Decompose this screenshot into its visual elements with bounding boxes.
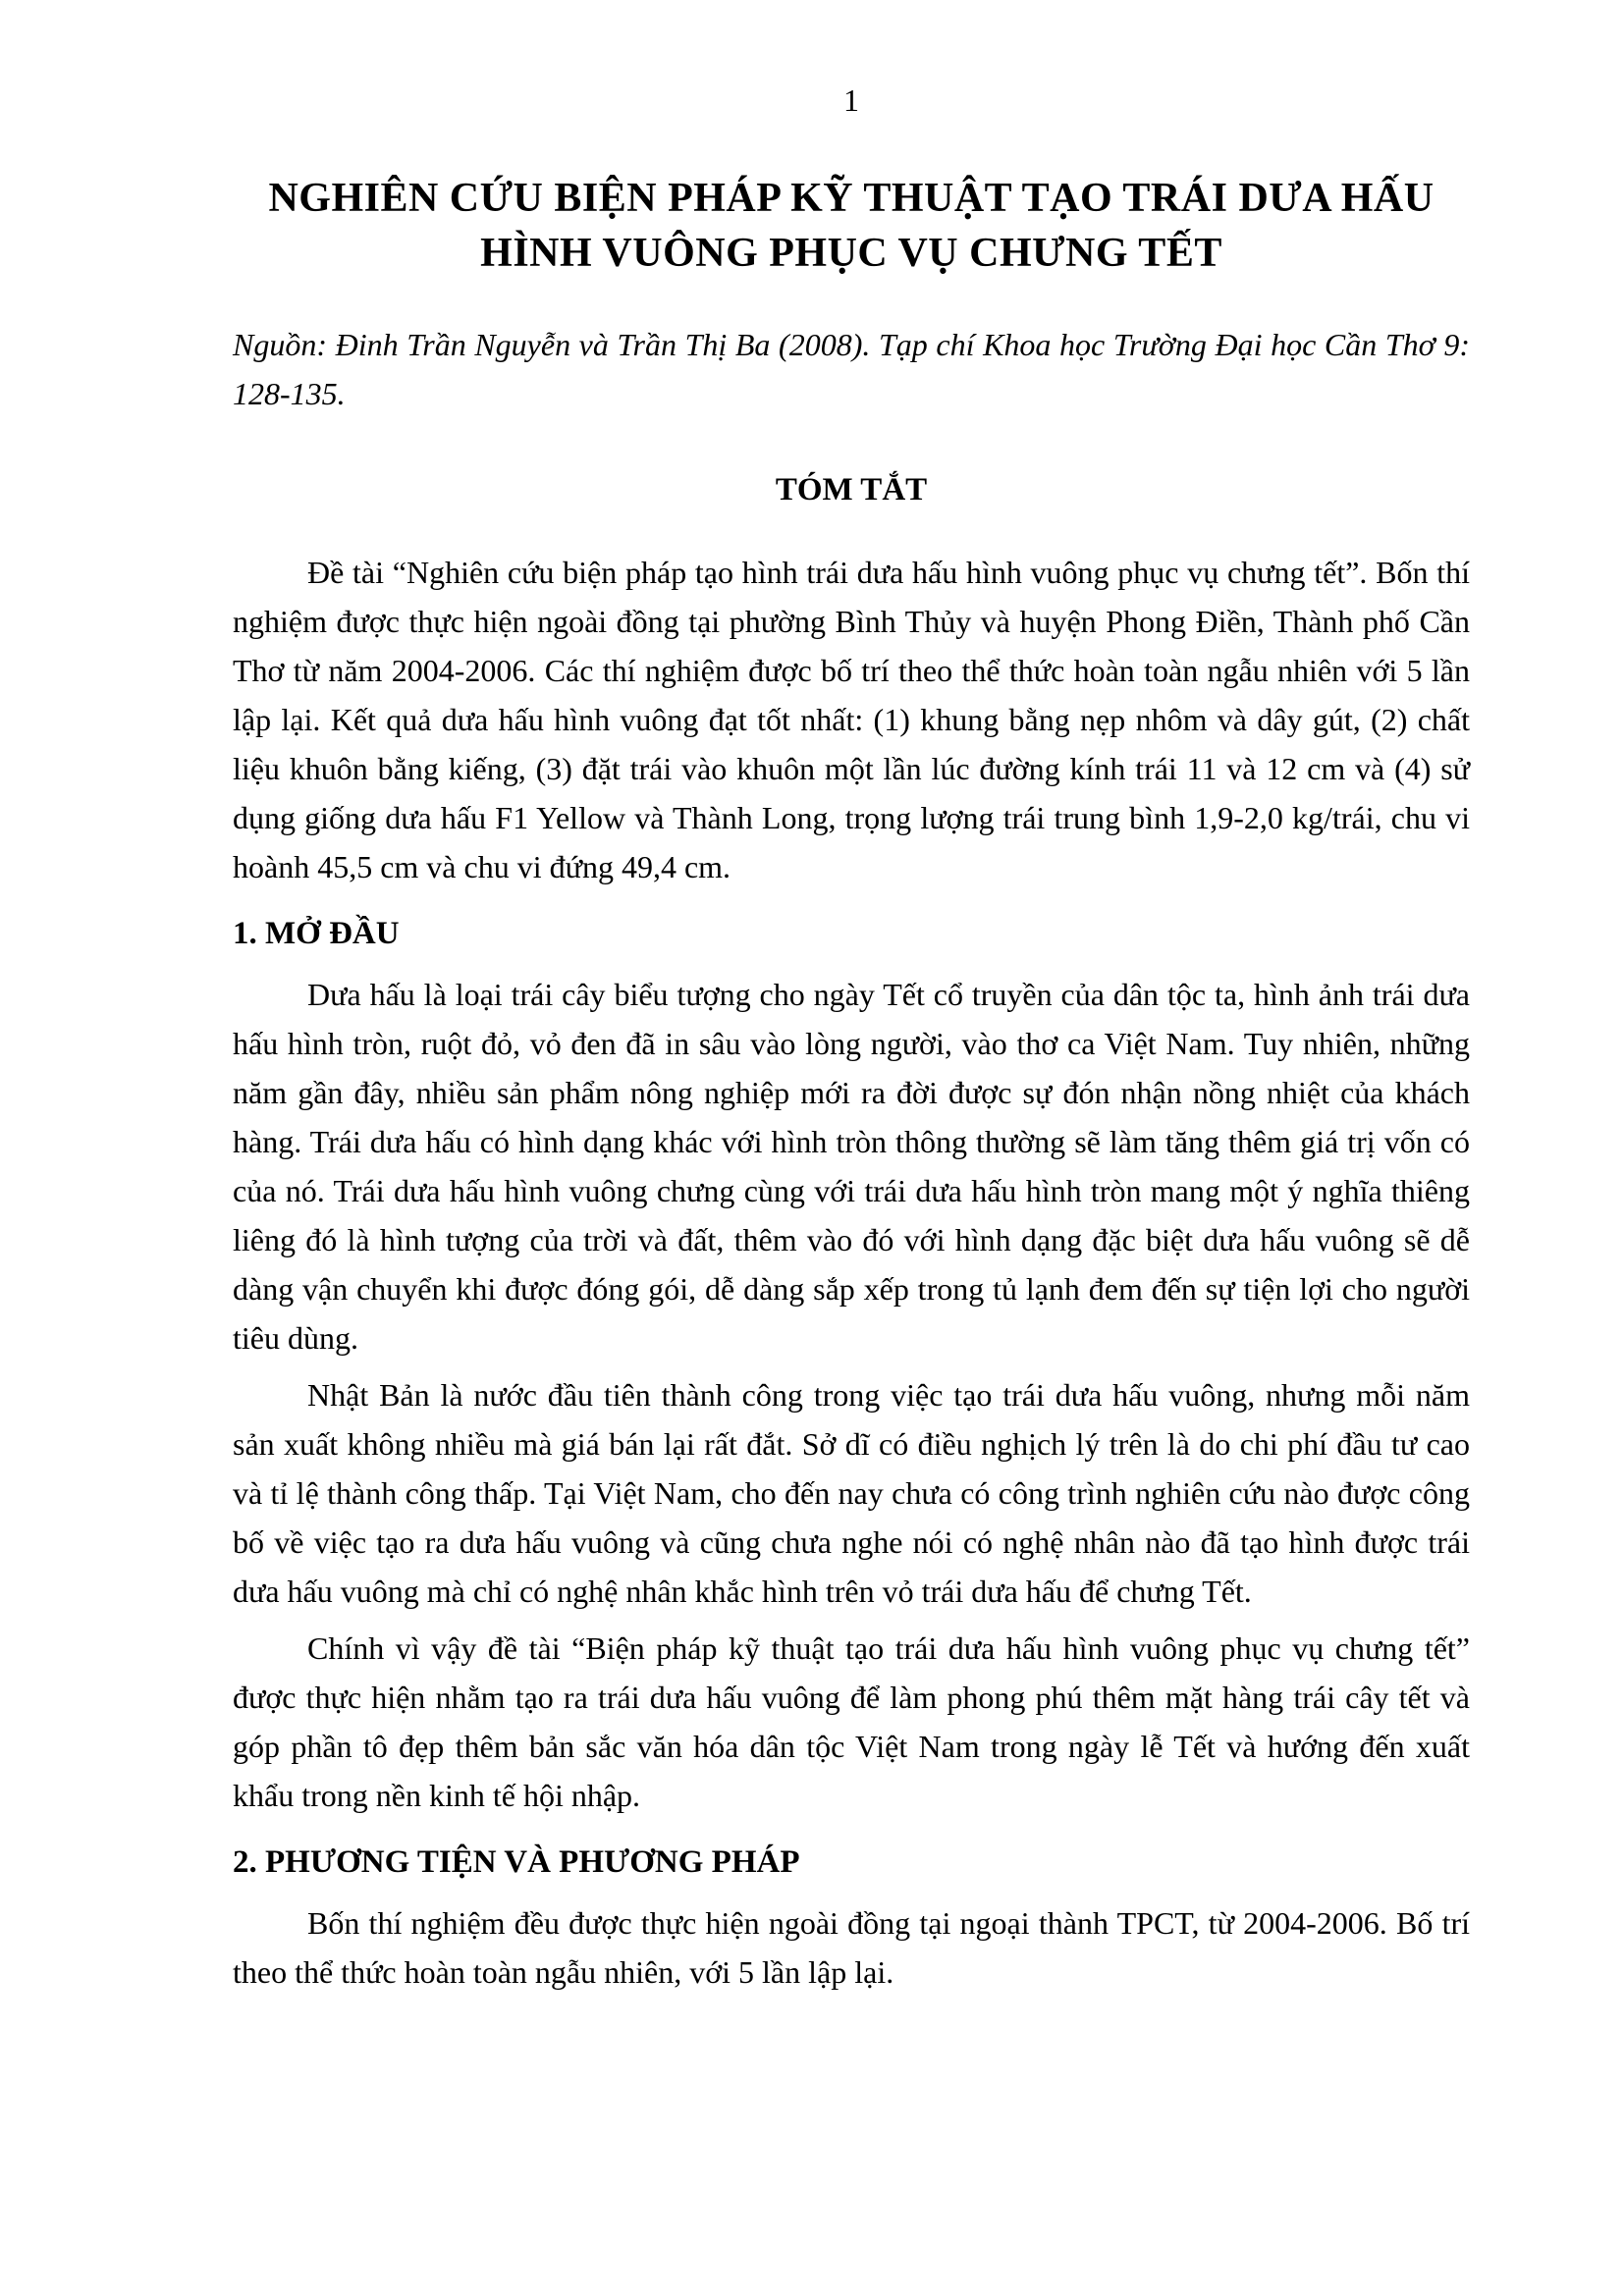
source-citation: Nguồn: Đinh Trần Nguyễn và Trần Thị Ba (2008). Tạp chí Khoa học Trường Đại học Cần Thơ 9: 128-135. [233,327,1470,411]
section-1-heading: 1. MỞ ĐẦU [233,916,400,951]
section-1-paragraph-2: Nhật Bản là nước đầu tiên thành công trong việc tạo trái dưa hấu vuông, nhưng mỗi năm sản xuất không nhiều mà giá bán lại rất đắt. Sở dĩ có điều nghịch lý trên là do chi phí đầu tư cao và tỉ lệ thành công thấp. Tại Việt Nam, cho đến nay chưa có công trình nghiên cứu nào được công bố về việc tạo ra dưa hấu vuông và cũng chưa nghe nói có nghệ nhân nào đã tạo hình được trái dưa hấu vuông mà chỉ có nghệ nhân khắc hình trên vỏ trái dưa hấu để chưng Tết. [233,1377,1470,1609]
section-1-paragraph-3: Chính vì vậy đề tài “Biện pháp kỹ thuật tạo trái dưa hấu hình vuông phục vụ chưng tết” được thực hiện nhằm tạo ra trái dưa hấu vuông để làm phong phú thêm mặt hàng trái cây tết và góp phần tô đẹp thêm bản sắc văn hóa dân tộc Việt Nam trong ngày lễ Tết và hướng đến xuất khẩu trong nền kinh tế hội nhập. [233,1630,1470,1813]
paper-title [233,171,1470,281]
page-number: 1 [843,82,859,118]
abstract-paragraph: Đề tài “Nghiên cứu biện pháp tạo hình trái dưa hấu hình vuông phục vụ chưng tết”. Bốn thí nghiệm được thực hiện ngoài đồng tại phường Bình Thủy và huyện Phong Điền, Thành phố Cần Thơ từ năm 2004-2006. Các thí nghiệm được bố trí theo thể thức hoàn toàn ngẫu nhiên với 5 lần lập lại. Kết quả dưa hấu hình vuông đạt tốt nhất: (1) khung bằng nẹp nhôm và dây gút, (2) chất liệu khuôn bằng kiếng, (3) đặt trái vào khuôn một lần lúc đường kính trái 11 và 12 cm và (4) sử dụng giống dưa hấu F1 Yellow và Thành Long, trọng lượng trái trung bình 1,9-2,0 kg/trái, chu vi hoành 45,5 cm và chu vi đứng 49,4 cm. [233,555,1470,884]
abstract-heading: TÓM TẮT [775,472,928,507]
section-2-paragraph-1: Bốn thí nghiệm đều được thực hiện ngoài đồng tại ngoại thành TPCT, từ 2004-2006. Bố trí theo thể thức hoàn toàn ngẫu nhiên, với 5 lần lập lại. [233,1905,1470,1990]
section-1-paragraph-1: Dưa hấu là loại trái cây biểu tượng cho ngày Tết cổ truyền của dân tộc ta, hình ảnh trái dưa hấu hình tròn, ruột đỏ, vỏ đen đã in sâu vào lòng người, vào thơ ca Việt Nam. Tuy nhiên, những năm gần đây, nhiều sản phẩm nông nghiệp mới ra đời được sự đón nhận nồng nhiệt của khách hàng. Trái dưa hấu có hình dạng khác với hình tròn thông thường sẽ làm tăng thêm giá trị vốn có của nó. Trái dưa hấu hình vuông chưng cùng với trái dưa hấu hình tròn mang một ý nghĩa thiêng liêng đó là hình tượng của trời và đất, thêm vào đó với hình dạng đặc biệt dưa hấu vuông sẽ dễ dàng vận chuyển khi được đóng gói, dễ dàng sắp xếp trong tủ lạnh đem đến sự tiện lợi cho người tiêu dùng. [233,977,1470,1356]
paper-title-line-2: HÌNH VUÔNG PHỤC VỤ CHƯNG TẾT [480,231,1222,276]
section-2-heading: 2. PHƯƠNG TIỆN VÀ PHƯƠNG PHÁP [233,1844,800,1880]
paper-title-line-1: NGHIÊN CỨU BIỆN PHÁP KỸ THUẬT TẠO TRÁI DƯA HẤU [268,176,1435,221]
